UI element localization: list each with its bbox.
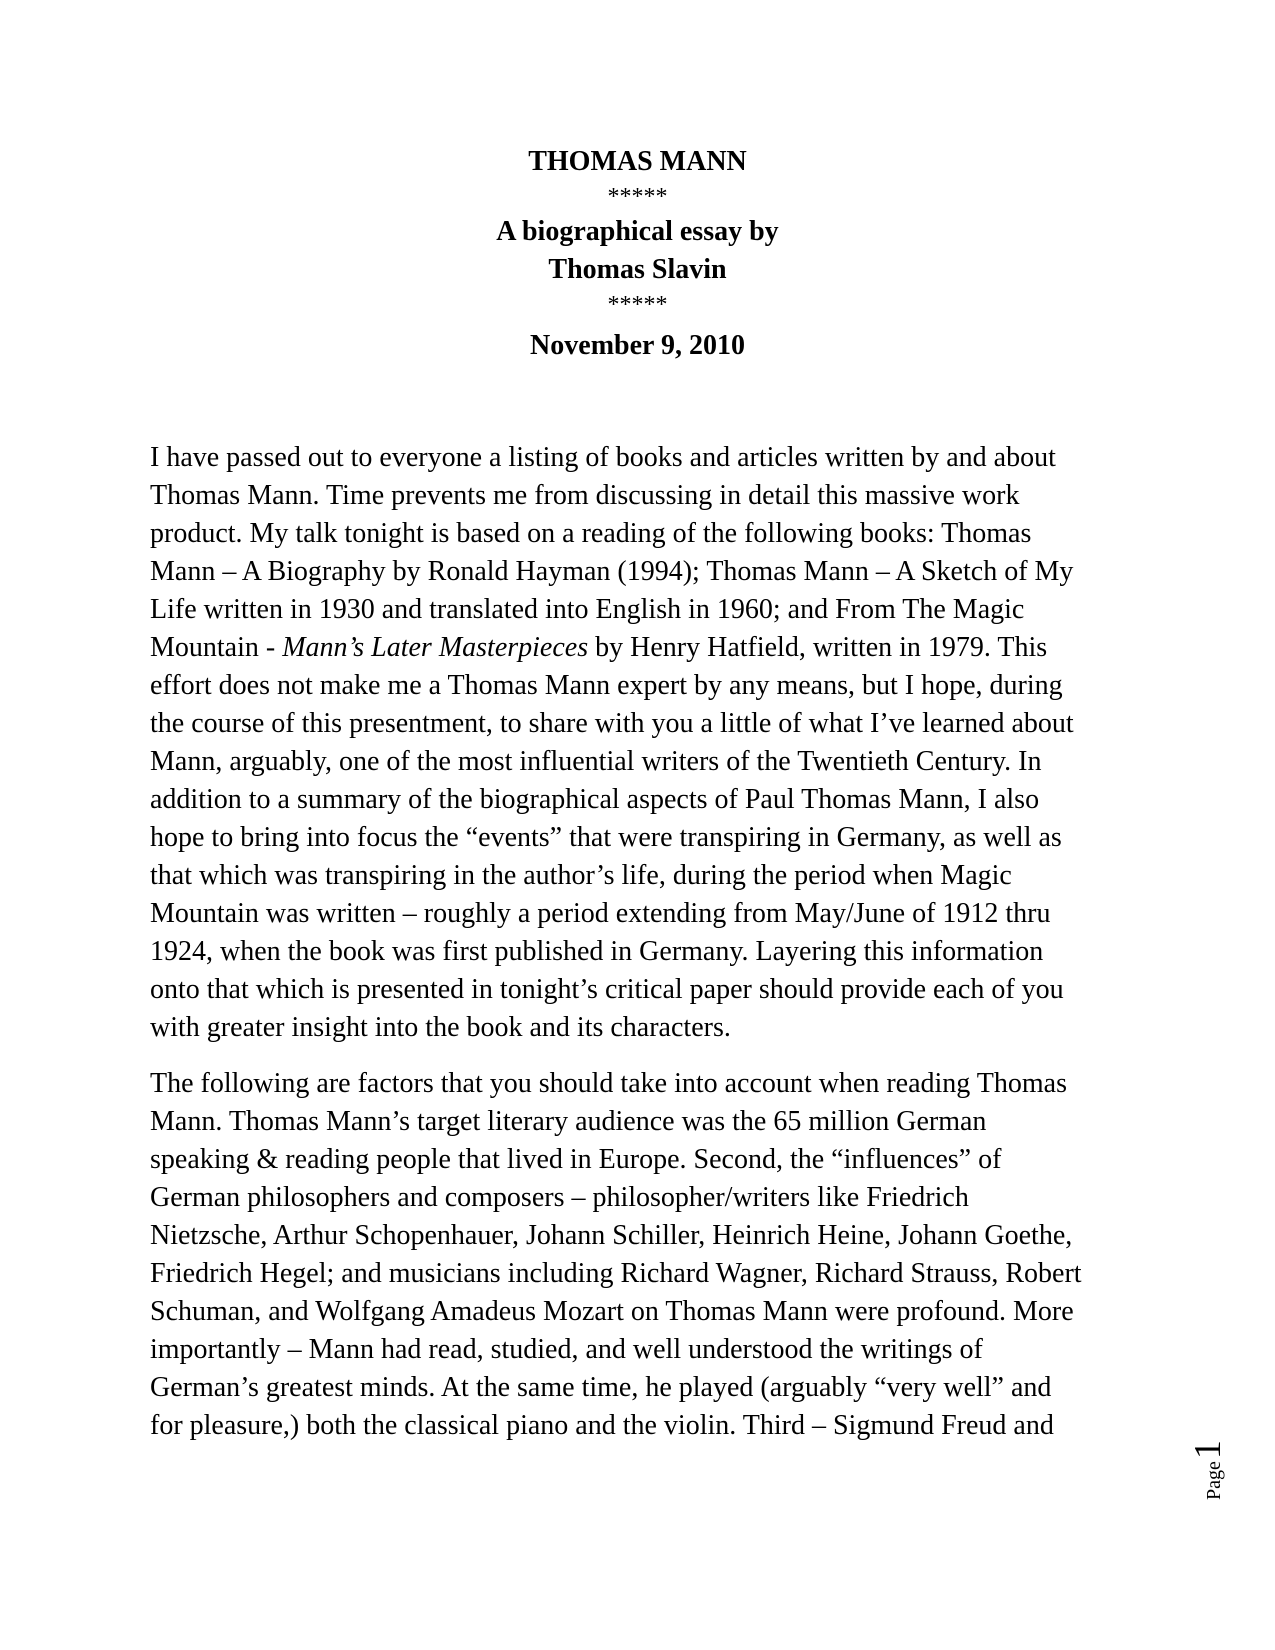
text-line: I have passed out to everyone a listing of books and articles written by and about [150, 442, 1056, 473]
page-number-marker [1178, 1422, 1228, 1502]
text-line: Schuman, and Wolfgang Amadeus Mozart on Thomas Mann were profound. More [150, 1296, 1074, 1327]
title-block [0, 143, 1275, 365]
text-line: Thomas Mann. Time prevents me from discussing in detail this massive work [150, 480, 1020, 511]
page-number: 1 [1187, 1440, 1229, 1460]
author-name: Thomas Slavin [548, 254, 727, 285]
text-line: Friedrich Hegel; and musicians including Richard Wagner, Richard Strauss, Robert [150, 1258, 1082, 1289]
page-label: Page [1203, 1461, 1225, 1500]
text-line: importantly – Mann had read, studied, and well understood the writings of [150, 1334, 983, 1365]
document-subtitle: A biographical essay by [496, 216, 779, 247]
essay-body [150, 439, 1110, 1463]
separator-stars: ***** [607, 292, 668, 318]
text-line: Mann. Thomas Mann’s target literary audience was the 65 million German [150, 1106, 987, 1137]
paragraph-1 [150, 439, 1110, 1047]
paragraph-2 [150, 1065, 1110, 1445]
text-line: Mountain was written – roughly a period extending from May/June of 1912 thru [150, 898, 1051, 929]
text-line: product. My talk tonight is based on a reading of the following books: Thomas [150, 518, 1032, 549]
text-line: Mann, arguably, one of the most influential writers of the Twentieth Century. In [150, 746, 1042, 777]
text-line: 1924, when the book was first published in Germany. Layering this information [150, 936, 1044, 967]
text-line: Nietzsche, Arthur Schopenhauer, Johann Schiller, Heinrich Heine, Johann Goethe, [150, 1220, 1073, 1251]
text-line: effort does not make me a Thomas Mann expert by any means, but I hope, during [150, 670, 1063, 701]
text-line: for pleasure,) both the classical piano and the violin. Third – Sigmund Freud and [150, 1410, 1054, 1441]
text-line: that which was transpiring in the author’s life, during the period when Magic [150, 860, 1012, 891]
text-line: hope to bring into focus the “events” that were transpiring in Germany, as well as [150, 822, 1062, 853]
text-line: The following are factors that you should take into account when reading Thomas [150, 1068, 1067, 1099]
text-line: with greater insight into the book and its characters. [150, 1012, 731, 1043]
text-line: German philosophers and composers – philosopher/writers like Friedrich [150, 1182, 969, 1213]
text-line: Mann – A Biography by Ronald Hayman (1994); Thomas Mann – A Sketch of My [150, 556, 1074, 587]
text-line [150, 629, 1110, 667]
text-segment: Mountain - [150, 632, 283, 663]
document-title: THOMAS MANN [528, 146, 747, 177]
book-title-italic: Mann’s Later Masterpieces [282, 632, 589, 663]
text-line: German’s greatest minds. At the same time, he played (arguably “very well” and [150, 1372, 1052, 1403]
text-line: onto that which is presented in tonight’s critical paper should provide each of you [150, 974, 1064, 1005]
document-date: November 9, 2010 [530, 330, 745, 361]
text-line: speaking & reading people that lived in Europe. Second, the “influences” of [150, 1144, 1002, 1175]
separator-stars: ***** [607, 184, 668, 210]
text-line: Life written in 1930 and translated into English in 1960; and From The Magic [150, 594, 1025, 625]
text-line: addition to a summary of the biographical aspects of Paul Thomas Mann, I also [150, 784, 1040, 815]
text-segment: by Henry Hatfield, written in 1979. This [588, 632, 1048, 663]
text-line: the course of this presentment, to share with you a little of what I’ve learned about [150, 708, 1074, 739]
